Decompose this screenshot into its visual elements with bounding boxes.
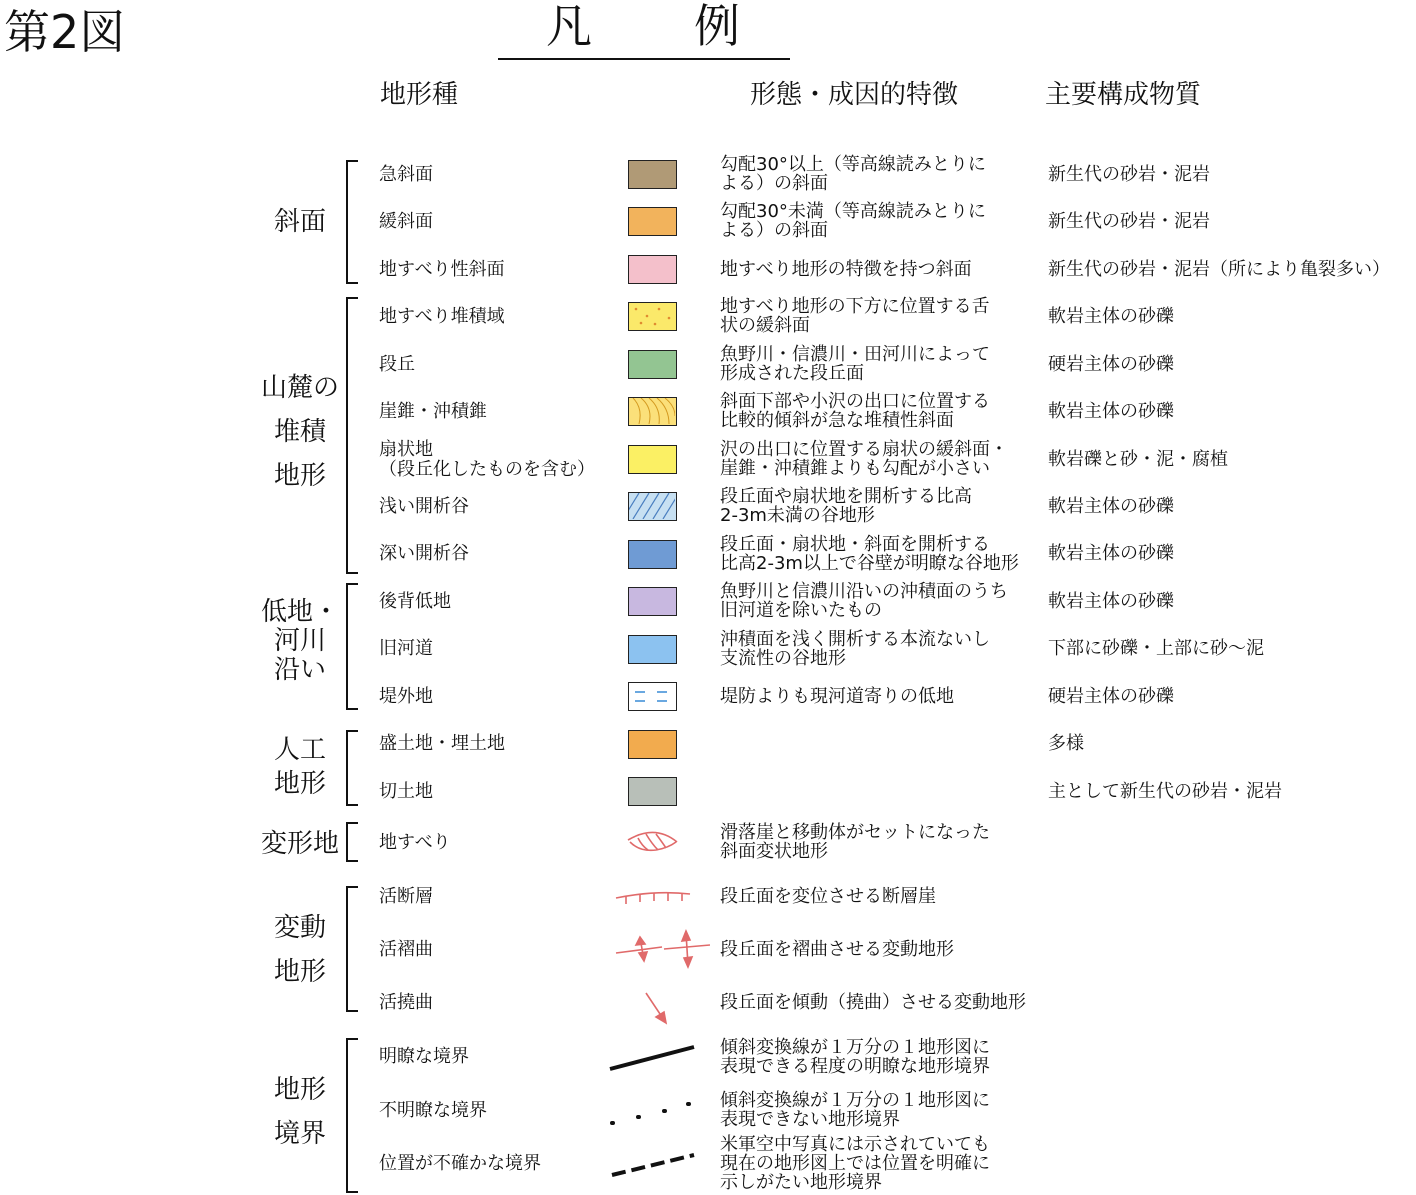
active-fold-symbol-icon [600, 925, 710, 975]
group-label-text: 斜面 [273, 207, 326, 237]
landform-material: 新生代の砂岩・泥岩 [1048, 164, 1210, 185]
active-fault-symbol-icon [600, 874, 710, 924]
landform-name: 活断層 [379, 886, 433, 907]
landform-material: 硬岩主体の砂礫 [1048, 686, 1174, 707]
swatch-backmarsh [628, 587, 677, 616]
group-label-deformed [255, 822, 345, 866]
landform-description: 段丘面を褶曲させる変動地形 [720, 939, 954, 960]
landform-name: 地すべり [379, 832, 451, 853]
landform-name: 後背低地 [379, 591, 451, 612]
unclear-boundary-line-icon [600, 1087, 710, 1137]
landform-description: 傾斜変換線が１万分の１地形図に 表現できる程度の明瞭な地形境界 [720, 1037, 990, 1077]
landform-description: 米軍空中写真には示されていても 現在の地形図上では位置を明確に 示しがたい地形境界 [720, 1134, 990, 1193]
landform-material: 軟岩主体の砂礫 [1048, 401, 1174, 422]
landform-name: 深い開析谷 [379, 543, 469, 564]
dash-pattern-icon [629, 683, 675, 709]
swatch-talus-cone [628, 397, 677, 426]
landform-description: 地すべり地形の下方に位置する舌 状の緩斜面 [720, 296, 990, 336]
header-landform-type: 地形種 [380, 80, 459, 110]
group-label-text: 山麓の 堆積 地形 [260, 373, 339, 491]
landform-name: 段丘 [379, 354, 415, 375]
landform-name: 盛土地・埋土地 [379, 733, 505, 754]
active-flexure-symbol-icon [600, 985, 710, 1035]
landform-material: 硬岩主体の砂礫 [1048, 354, 1174, 375]
landform-name: 切土地 [379, 781, 433, 802]
diagonal-hatch-icon [629, 493, 675, 519]
group-bracket [346, 1038, 358, 1193]
landslide-symbol-icon [600, 820, 710, 870]
landform-name: 位置が不確かな境界 [379, 1153, 541, 1174]
group-label-piedmont [255, 366, 345, 498]
legend-title [498, 0, 790, 60]
landform-material: 多様 [1048, 733, 1084, 754]
swatch-cut-land [628, 777, 677, 806]
landform-material: 新生代の砂岩・泥岩（所により亀裂多い） [1048, 259, 1390, 280]
group-label-text: 地形 境界 [273, 1075, 326, 1149]
landform-description: 沖積面を浅く開析する本流ないし 支流性の谷地形 [720, 629, 990, 669]
dot-pattern-icon [629, 303, 675, 329]
group-label-text: 変動 地形 [273, 913, 326, 987]
swatch-gentle-slope [628, 207, 677, 236]
landform-description: 地すべり地形の特徴を持つ斜面 [720, 259, 972, 280]
swatch-shallow-valley [628, 492, 677, 521]
swatch-old-channel [628, 635, 677, 664]
group-label-artificial [255, 733, 345, 801]
group-bracket [346, 822, 358, 862]
swatch-terrace [628, 350, 677, 379]
landform-name: 地すべり堆積域 [379, 306, 505, 327]
landform-description: 堤防よりも現河道寄りの低地 [720, 686, 954, 707]
group-label-text: 変形地 [260, 829, 339, 859]
landform-description: 段丘面を傾動（撓曲）させる変動地形 [720, 992, 1026, 1013]
clear-boundary-line-icon [600, 1033, 710, 1083]
swatch-steep-slope [628, 160, 677, 189]
landform-name: 地すべり性斜面 [379, 259, 505, 280]
swatch-landslide-slope [628, 255, 677, 284]
header-materials: 主要構成物質 [1045, 80, 1202, 110]
landform-description: 滑落崖と移動体がセットになった 斜面変状地形 [720, 822, 990, 862]
swatch-deep-valley [628, 540, 677, 569]
landform-material: 軟岩主体の砂礫 [1048, 591, 1174, 612]
group-label-lowland [255, 598, 345, 685]
swatch-riverside-land [628, 682, 677, 711]
swatch-landslide-deposit [628, 302, 677, 331]
landform-material: 軟岩主体の砂礫 [1048, 543, 1174, 564]
landform-name: 扇状地 （段丘化したものを含む） [379, 439, 595, 480]
landform-description: 段丘面・扇状地・斜面を開析する 比高2-3m以上で谷壁が明瞭な谷地形 [720, 534, 1019, 574]
landform-name: 緩斜面 [379, 211, 433, 232]
landform-name: 不明瞭な境界 [379, 1100, 487, 1121]
group-label-tectonic [255, 906, 345, 994]
landform-material: 軟岩礫と砂・泥・腐植 [1048, 449, 1228, 470]
landform-description: 段丘面を変位させる断層崖 [720, 886, 936, 907]
landform-name: 浅い開析谷 [379, 496, 469, 517]
landform-description: 勾配30°以上（等高線読みとりに よる）の斜面 [720, 154, 986, 194]
landform-material: 軟岩主体の砂礫 [1048, 496, 1174, 517]
group-bracket [346, 583, 358, 710]
swatch-fill-land [628, 730, 677, 759]
group-bracket [346, 886, 358, 1012]
swatch-alluvial-fan [628, 445, 677, 474]
group-label-boundary [255, 1068, 345, 1156]
figure-label: 第2図 [4, 5, 126, 59]
landform-name: 崖錐・沖積錐 [379, 401, 487, 422]
landform-name: 急斜面 [379, 164, 433, 185]
landform-description: 魚野川と信濃川沿いの沖積面のうち 旧河道を除いたもの [720, 581, 1008, 621]
title-left-char: 凡 [546, 0, 592, 53]
landform-name: 明瞭な境界 [379, 1046, 469, 1067]
header-features: 形態・成因的特徴 [750, 80, 959, 110]
group-label-text: 低地・ 河川 沿い [260, 597, 339, 685]
landform-description: 魚野川・信濃川・田河川によって 形成された段丘面 [720, 344, 990, 384]
landform-name: 旧河道 [379, 638, 433, 659]
landform-name: 堤外地 [379, 686, 433, 707]
landform-description: 沢の出口に位置する扇状の緩斜面・ 崖錐・沖積錐よりも勾配が小さい [720, 439, 1008, 479]
landform-material: 下部に砂礫・上部に砂～泥 [1048, 638, 1264, 659]
landform-material: 軟岩主体の砂礫 [1048, 306, 1174, 327]
uncertain-boundary-line-icon [600, 1141, 710, 1191]
landform-description: 勾配30°未満（等高線読みとりに よる）の斜面 [720, 201, 986, 241]
landform-material: 主として新生代の砂岩・泥岩 [1048, 781, 1282, 802]
landform-material: 新生代の砂岩・泥岩 [1048, 211, 1210, 232]
group-bracket [346, 730, 358, 806]
landform-description: 斜面下部や小沢の出口に位置する 比較的傾斜が急な堆積性斜面 [720, 391, 990, 431]
title-right-char: 例 [694, 0, 740, 53]
group-bracket [346, 160, 358, 284]
landform-description: 段丘面や扇状地を開析する比高 2-3m未満の谷地形 [720, 486, 972, 526]
group-label-text: 人工 地形 [273, 735, 326, 799]
group-bracket [346, 297, 358, 574]
hatch-pattern-icon [629, 398, 675, 424]
group-label-slope [255, 200, 345, 244]
landform-name: 活褶曲 [379, 939, 433, 960]
landform-description: 傾斜変換線が１万分の１地形図に 表現できない地形境界 [720, 1090, 990, 1130]
landform-name: 活撓曲 [379, 992, 433, 1013]
